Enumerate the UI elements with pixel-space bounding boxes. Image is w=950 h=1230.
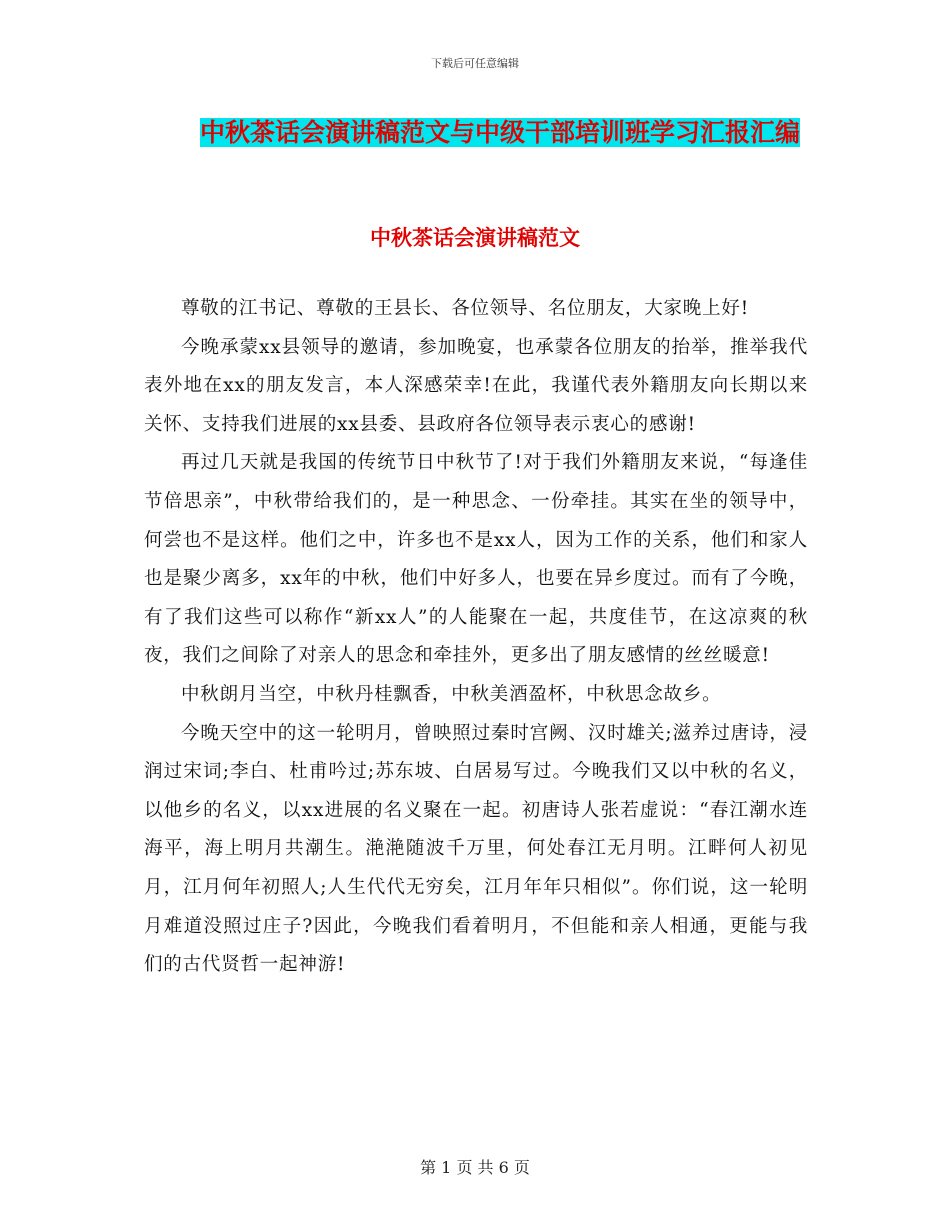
paragraph-moon: 中秋朗月当空，中秋丹桂飘香，中秋美酒盈杯，中秋思念故乡。: [181, 683, 722, 705]
paragraph-greeting: 尊敬的江书记、尊敬的王县长、各位领导、名位朋友，大家晚上好!: [181, 298, 749, 319]
paragraph-poetry: 今晚天空中的这一轮明月，曾映照过秦时宫阙、汉时雄关;滋养过唐诗，浸润过宋词;李白、杜甫吟过;苏东坡、白居易写过。今晚我们又以中秋的名义，以他乡的名义，以xx进展的名义聚在一起。初唐诗人张若虚说：“春江潮水连海平，海上明月共潮生。滟滟随波千万里，何处春江无月明。江畔何人初见月，江月何年初照人;人生代代无穷矣，江月年年只相似”。你们说，这一轮明月难道没照过庄子?因此，今晚我们看着明月，不但能和亲人相通，更能与我们的古代贤哲一起神游!: [144, 722, 808, 976]
document-title: [190, 110, 810, 156]
header-note: 下载后可任意编辑: [431, 57, 519, 70]
document-body: [144, 290, 808, 985]
paragraph-festival: 再过几天就是我国的传统节日中秋节了!对于我们外籍朋友来说，“每逢佳节倍思亲”，中秋带给我们的，是一种思念、一份牵挂。其实在坐的领导中，何尝也不是这样。他们之中，许多也不是xx人，因为工作的关系，他们和家人也是聚少离多，xx年的中秋，他们中好多人，也要在异乡度过。而有了今晚，有了我们这些可以称作“新xx人”的人能聚在一起，共度佳节，在这凉爽的秋夜，我们之间除了对亲人的思念和牵挂外，更多出了朋友感情的丝丝暖意!: [144, 452, 808, 667]
page-footer: 第 1 页 共 6 页: [420, 1158, 530, 1177]
document-title-text: 中秋茶话会演讲稿范文与中级干部培训班学习汇报汇编: [199, 118, 800, 147]
section-title: 中秋茶话会演讲稿范文: [370, 226, 580, 250]
paragraph-thanks: 今晚承蒙xx县领导的邀请，参加晚宴，也承蒙各位朋友的抬举，推举我代表外地在xx的朋友发言，本人深感荣幸!在此，我谨代表外籍朋友向长期以来关怀、支持我们进展的xx县委、县政府各位领导表示衷心的感谢!: [144, 336, 808, 435]
